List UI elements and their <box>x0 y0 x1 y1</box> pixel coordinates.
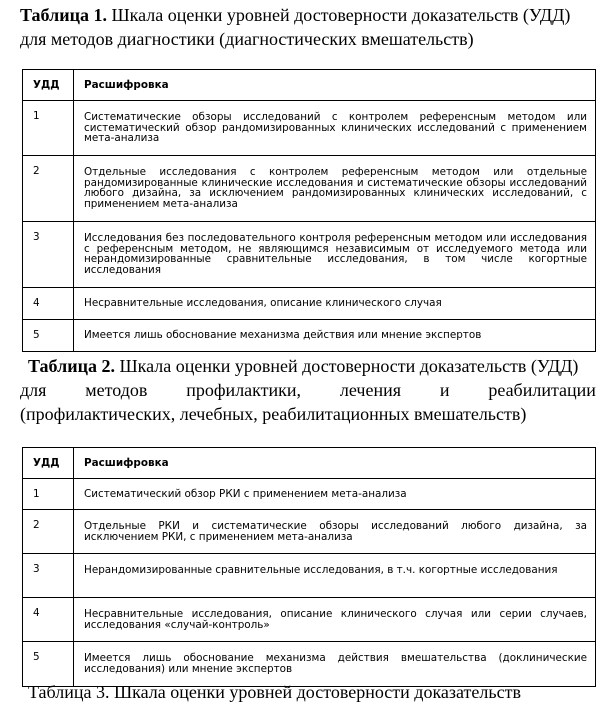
table2-header-level: УДД <box>23 448 74 479</box>
table1-row <box>23 156 596 222</box>
table1-row <box>23 101 596 156</box>
table2-caption-text: Шкала оценки уровней достоверности доказательств (УДД) <box>114 356 579 376</box>
table2-header-row <box>23 448 596 479</box>
table1-row-text: Систематические обзоры исследований с контролем референсным методом или систематический обзор рандомизированных клинических исследований с применением мета-анализа <box>74 101 596 156</box>
table1-caption-label: Таблица 1. <box>20 5 107 25</box>
table2-caption-label: Таблица 2. <box>28 356 115 376</box>
table1-caption-text: Шкала оценки уровней достоверности доказательств (УДД) для методов диагностики (диагностических вмешательств) <box>20 5 571 49</box>
table2-row-text: Несравнительные исследования, описание клинического случая или серии случаев, исследования «случай-контроль» <box>74 598 596 642</box>
table2-caption-line2 <box>20 378 596 402</box>
caption-word: методов <box>85 380 148 400</box>
table3-caption-partial: Таблица 3. Шкала оценки уровней достоверности доказательств <box>28 682 521 702</box>
table2-row <box>23 598 596 642</box>
table1-row <box>23 222 596 288</box>
table1-row-text: Несравнительные исследования, описание клинического случая <box>74 288 596 320</box>
table2-row-text: Нерандомизированные сравнительные исследования, в т.ч. когортные исследования <box>74 554 596 598</box>
table2-header-description: Расшифровка <box>74 448 596 479</box>
caption-word: профилактики, <box>186 380 302 400</box>
table2-caption <box>20 354 596 426</box>
table1 <box>22 69 596 352</box>
table2-row-text: Имеется лишь обоснование механизма действия вмешательства (доклинические исследования) или мнение экспертов <box>74 642 596 687</box>
table2-row-text: Систематический обзор РКИ с применением мета-анализа <box>74 479 596 510</box>
table1-header-row <box>23 70 596 101</box>
table1-row-text: Имеется лишь обоснование механизма действия или мнение экспертов <box>74 320 596 352</box>
table2-row-text: Отдельные РКИ и систематические обзоры исследований любого дизайна, за исключением РКИ, с применением мета-анализа <box>74 510 596 554</box>
table2-row-level: 1 <box>23 479 74 510</box>
table2-caption-line3: (профилактических, лечебных, реабилитационных вмешательств) <box>20 404 527 424</box>
caption-word: реабилитации <box>488 380 596 400</box>
table2-row-level: 3 <box>23 554 74 598</box>
table1-header-description: Расшифровка <box>74 70 596 101</box>
table1-row-level: 3 <box>23 222 74 288</box>
table1-row-level: 5 <box>23 320 74 352</box>
table2 <box>22 447 596 687</box>
table1-row-level: 4 <box>23 288 74 320</box>
table1-row <box>23 288 596 320</box>
caption-word: для <box>20 380 47 400</box>
table1-row-text: Отдельные исследования с контролем референсным методом или отдельные рандомизированные клинические исследования и систематические обзоры исследований любого дизайна, за исключением рандомизированных клинических исследований, с применением мета-анализа <box>74 156 596 222</box>
table2-row-level: 5 <box>23 642 74 687</box>
table2-row <box>23 510 596 554</box>
table2-caption-line1 <box>20 354 596 378</box>
table1-caption <box>20 3 596 51</box>
table1-row-level: 1 <box>23 101 74 156</box>
table2-row <box>23 479 596 510</box>
caption-word: и <box>439 380 450 400</box>
caption-word: лечения <box>339 380 402 400</box>
table2-row <box>23 554 596 598</box>
table1-row <box>23 320 596 352</box>
table1-row-text: Исследования без последовательного контроля референсным методом или исследования с референсным методом, не являющимся независимым от исследуемого метода или нерандомизированные сравнительные исследования, в том числе когортные исследования <box>74 222 596 288</box>
table2-row-level: 4 <box>23 598 74 642</box>
table2-row-level: 2 <box>23 510 74 554</box>
table1-header-level: УДД <box>23 70 74 101</box>
table1-row-level: 2 <box>23 156 74 222</box>
